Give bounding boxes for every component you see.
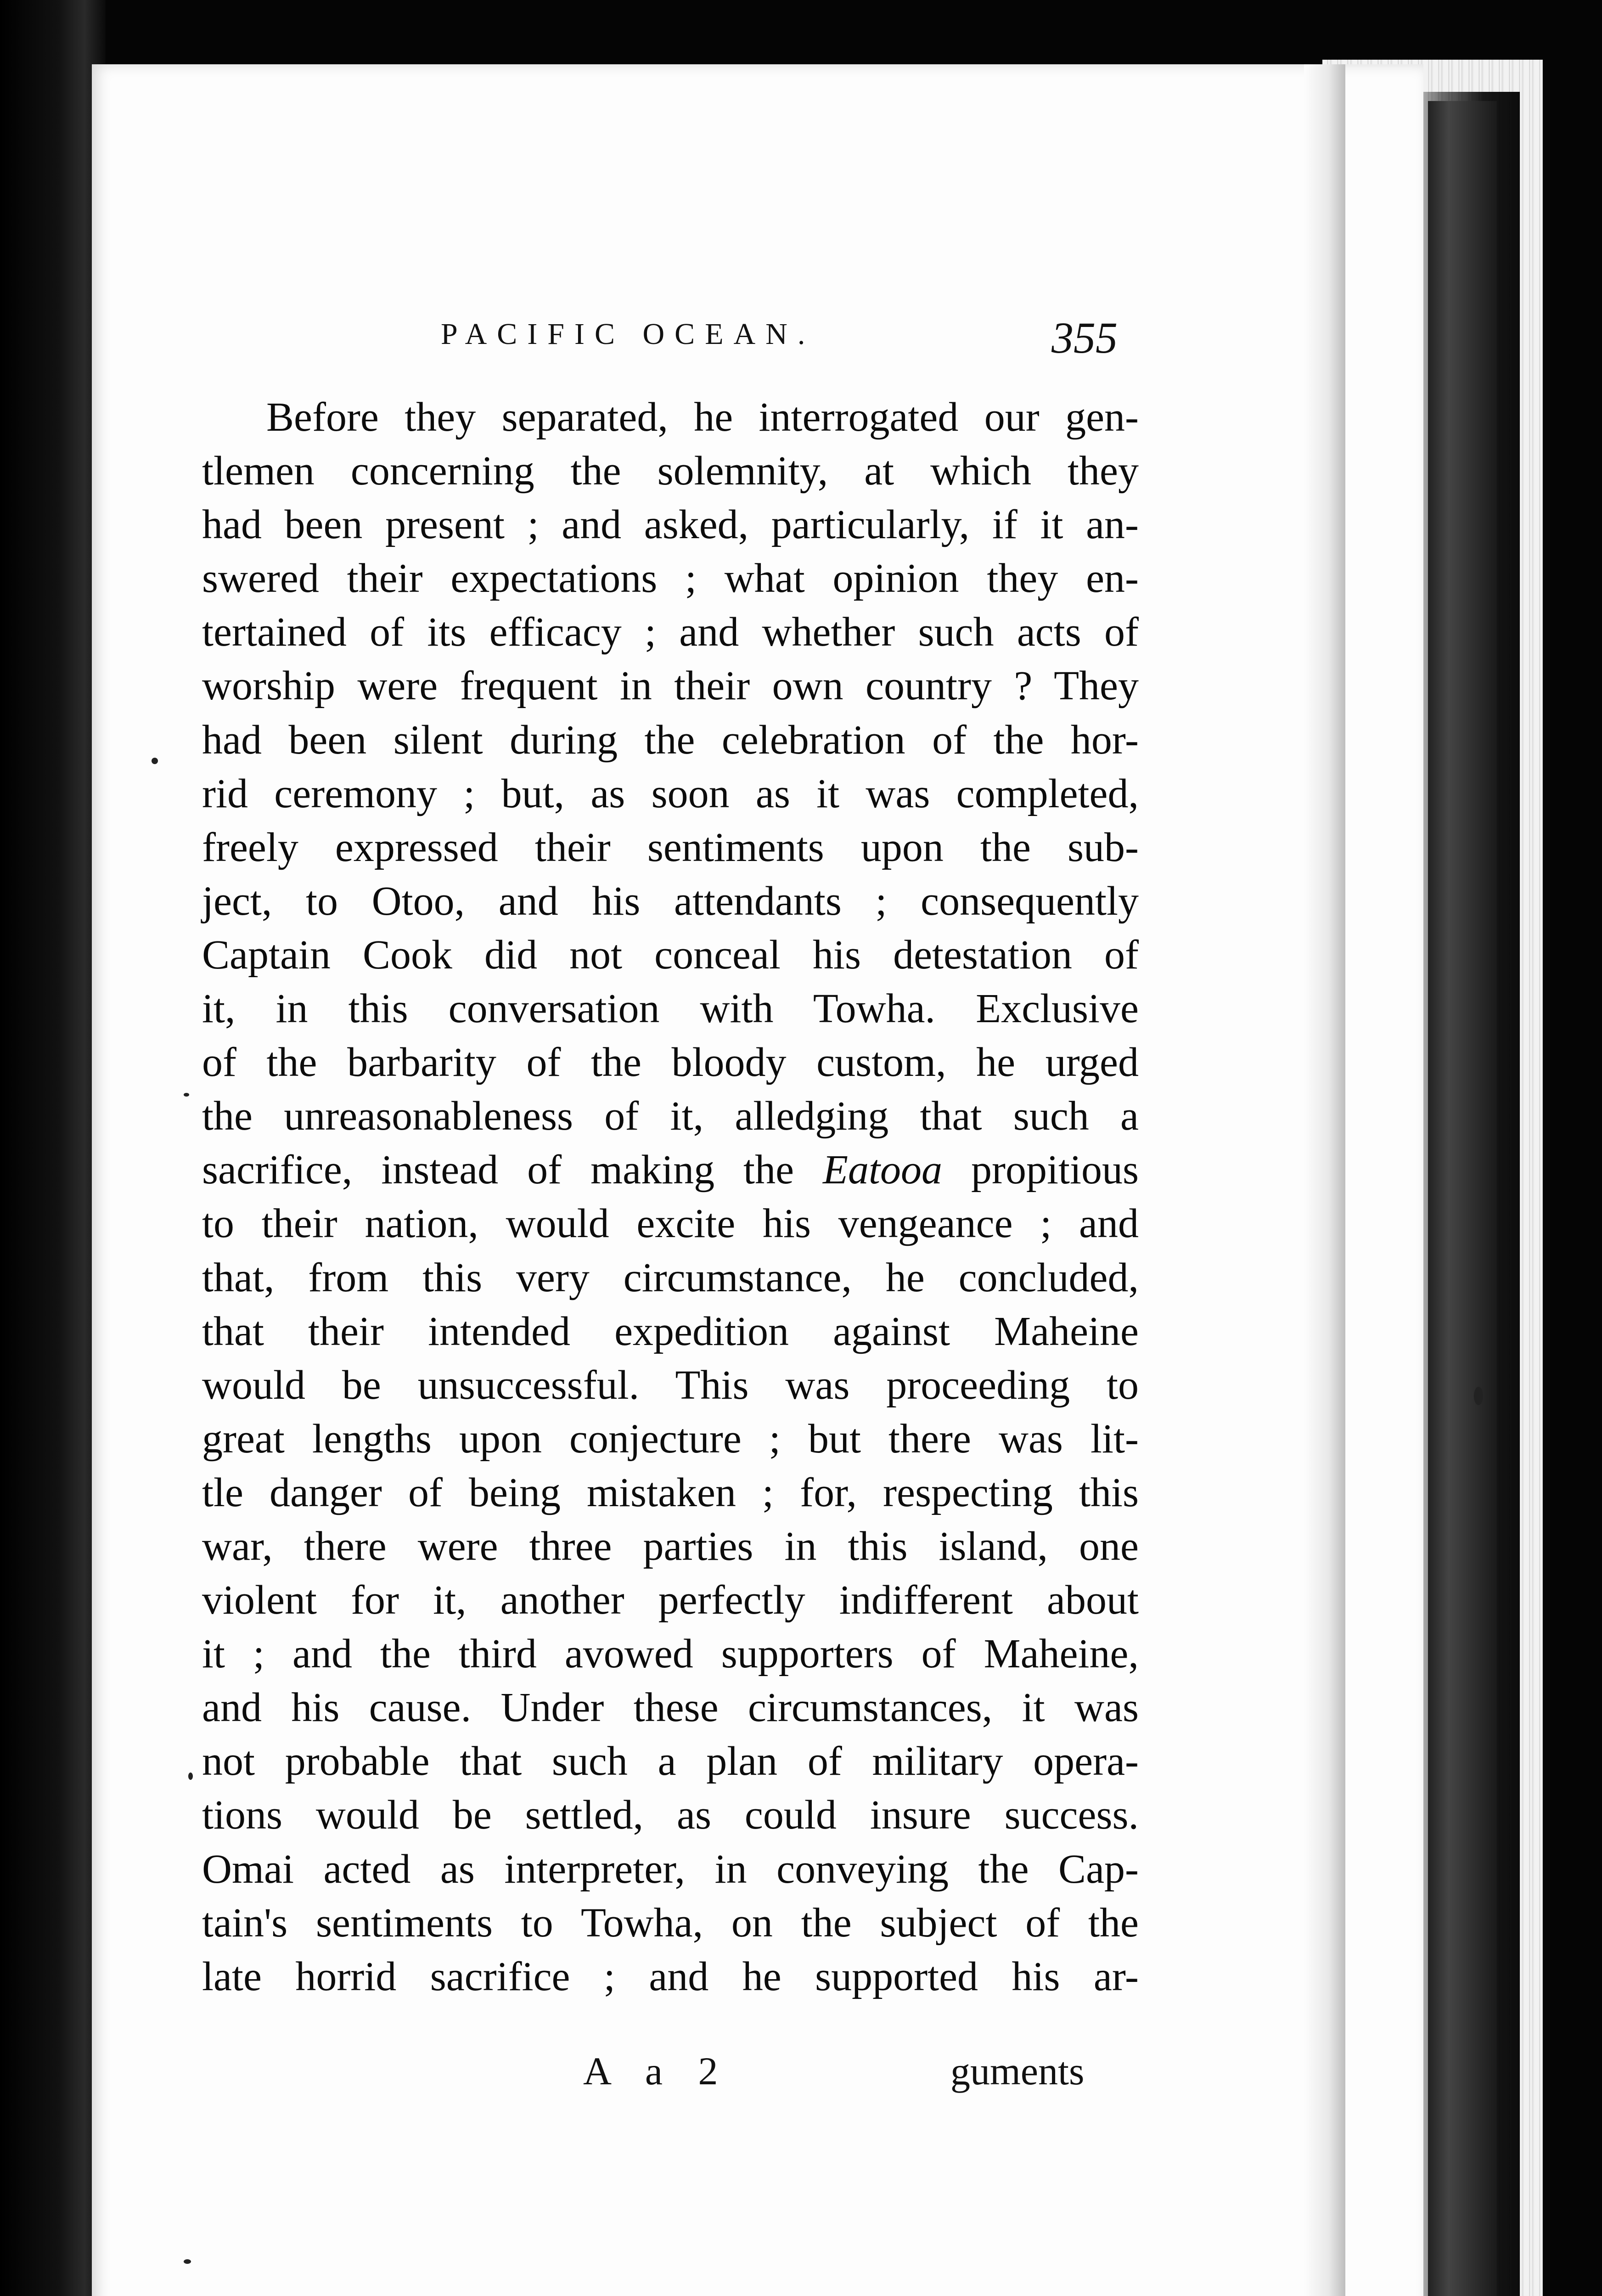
body-text	[202, 390, 1139, 2003]
text-line	[202, 551, 1139, 605]
book-binding	[0, 0, 106, 2296]
text-line	[202, 1681, 1139, 1734]
text-segment: it ; and the third avowed supporters of Maheine,	[202, 1631, 1139, 1677]
text-line	[202, 713, 1139, 767]
text-line	[202, 1842, 1139, 1896]
scan-speck	[188, 1773, 193, 1780]
text-segment: sacrifice, instead of making the	[202, 1147, 823, 1193]
page-right-edge	[1304, 64, 1345, 2296]
text-line	[202, 1950, 1139, 2003]
scan-speck	[184, 2259, 191, 2264]
text-segment: war, there were three parties in this island, one	[202, 1523, 1139, 1569]
text-segment: violent for it, another perfectly indifferent about	[202, 1577, 1139, 1623]
scan-speck	[1474, 1387, 1483, 1405]
text-segment: and his cause. Under these circumstances, it was	[202, 1685, 1139, 1731]
text-segment: to their nation, would excite his vengeance ; and	[202, 1201, 1139, 1247]
text-line	[202, 821, 1139, 874]
text-segment: Before they separated, he interrogated our gen-	[266, 394, 1139, 440]
text-line	[202, 1251, 1139, 1305]
text-segment: that their intended expedition against Maheine	[202, 1308, 1139, 1354]
text-line	[202, 874, 1139, 928]
text-segment: had been silent during the celebration of the hor-	[202, 717, 1139, 763]
text-segment: Captain Cook did not conceal his detestation of	[202, 932, 1139, 978]
text-segment: worship were frequent in their own country ? They	[202, 663, 1139, 709]
text-segment: would be unsuccessful. This was proceeding to	[202, 1362, 1139, 1408]
text-line	[202, 1519, 1139, 1573]
text-segment: freely expressed their sentiments upon the sub-	[202, 824, 1139, 870]
text-segment: tions would be settled, as could insure success.	[202, 1792, 1139, 1838]
text-line	[202, 1412, 1139, 1466]
text-segment: had been present ; and asked, particularly, if it an-	[202, 502, 1139, 548]
text-line	[202, 1143, 1139, 1197]
text-line	[202, 1573, 1139, 1627]
catchword: guments	[950, 2049, 1085, 2093]
text-line	[202, 1197, 1139, 1250]
signature-mark: A a 2	[583, 2049, 731, 2093]
text-segment: tle danger of being mistaken ; for, respecting this	[202, 1469, 1139, 1515]
italic-term: Eatooa	[823, 1147, 942, 1193]
text-line	[202, 1358, 1139, 1412]
text-segment: Omai acted as interpreter, in conveying the Cap-	[202, 1846, 1139, 1892]
text-segment: propitious	[942, 1147, 1139, 1193]
book-cover-edge	[1428, 101, 1497, 2296]
scan-speck	[152, 758, 158, 764]
text-segment: it, in this conversation with Towha. Exclusive	[202, 986, 1139, 1032]
page-number: 355	[1051, 313, 1118, 362]
text-segment: the unreasonableness of it, alledging that such a	[202, 1093, 1139, 1139]
text-line	[202, 928, 1139, 982]
text-segment: not probable that such a plan of military opera-	[202, 1739, 1139, 1784]
text-line	[202, 1896, 1139, 1950]
text-line	[202, 444, 1139, 498]
text-line	[202, 1734, 1139, 1788]
text-line	[202, 982, 1139, 1035]
text-line	[202, 1035, 1139, 1089]
text-segment: great lengths upon conjecture ; but there was lit-	[202, 1416, 1139, 1462]
text-line	[202, 1305, 1139, 1358]
text-segment: late horrid sacrifice ; and he supported his ar-	[202, 1953, 1139, 1999]
running-head: PACIFIC OCEAN.	[441, 317, 815, 351]
text-line	[202, 1466, 1139, 1519]
text-segment: tain's sentiments to Towha, on the subject of the	[202, 1900, 1139, 1946]
text-line	[202, 1089, 1139, 1143]
text-line	[202, 498, 1139, 551]
text-line	[202, 1627, 1139, 1681]
text-line	[202, 390, 1139, 444]
text-segment: rid ceremony ; but, as soon as it was completed,	[202, 771, 1139, 816]
text-line	[202, 767, 1139, 821]
text-line	[202, 605, 1139, 659]
text-segment: tertained of its efficacy ; and whether such acts of	[202, 609, 1139, 655]
text-line	[202, 1788, 1139, 1842]
text-segment: ject, to Otoo, and his attendants ; consequently	[202, 878, 1139, 924]
text-segment: of the barbarity of the bloody custom, he urged	[202, 1040, 1139, 1086]
text-segment: that, from this very circumstance, he concluded,	[202, 1255, 1139, 1300]
text-segment: tlemen concerning the solemnity, at which they	[202, 448, 1139, 494]
scan-speck	[184, 1093, 189, 1097]
text-segment: swered their expectations ; what opinion they en-	[202, 556, 1139, 602]
text-line	[202, 659, 1139, 713]
